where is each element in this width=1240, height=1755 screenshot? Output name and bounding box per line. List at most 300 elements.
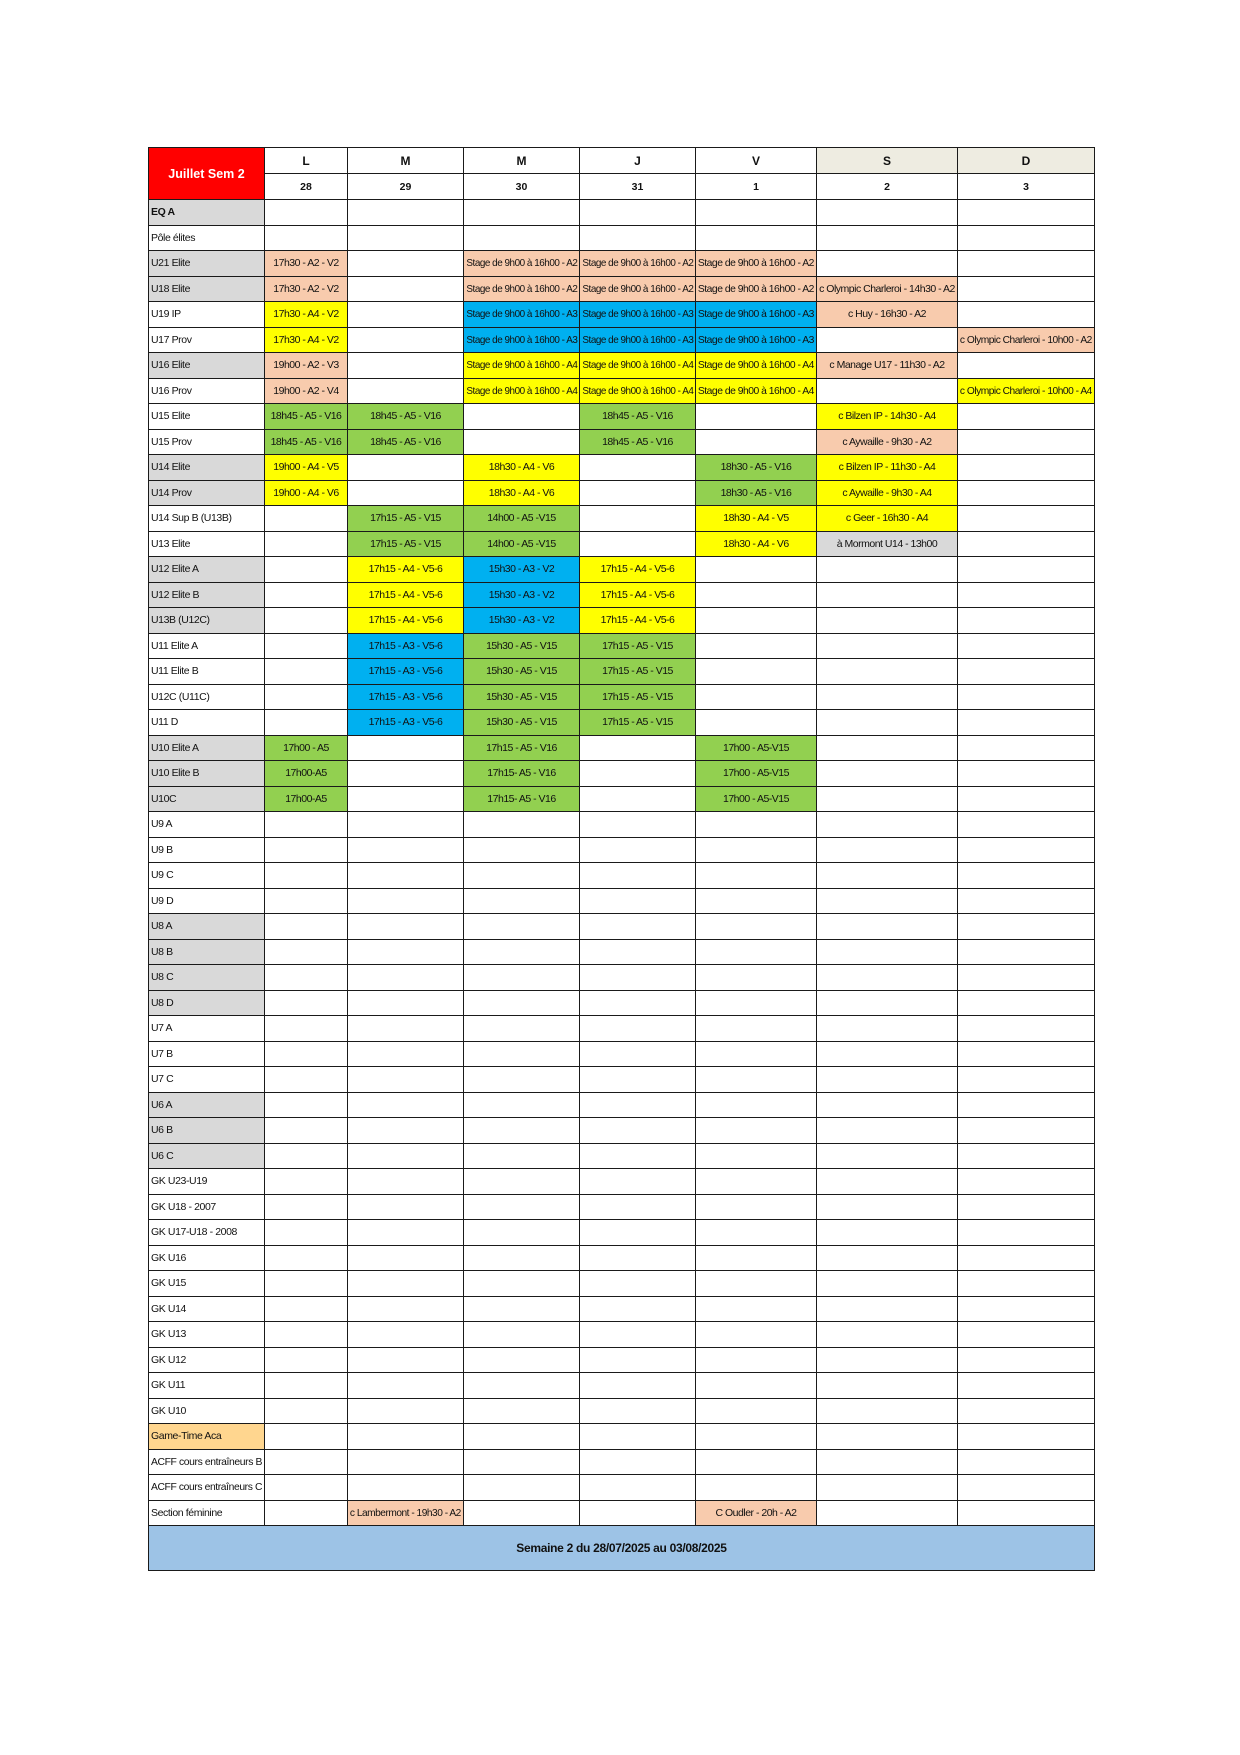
empty-cell [580, 506, 696, 532]
empty-cell [580, 1143, 696, 1169]
empty-cell [580, 1194, 696, 1220]
session-cell: 15h30 - A3 - V2 [464, 608, 580, 634]
table-row [149, 965, 1095, 991]
session-cell: 17h15 - A4 - V5-6 [348, 557, 464, 583]
empty-cell [265, 1067, 348, 1093]
empty-cell [580, 1500, 696, 1526]
team-label: GK U10 [149, 1398, 265, 1424]
team-label: U15 Prov [149, 429, 265, 455]
team-label: Pôle élites [149, 225, 265, 251]
empty-cell [265, 888, 348, 914]
empty-cell [958, 939, 1095, 965]
session-cell: 19h00 - A4 - V6 [265, 480, 348, 506]
table-row [149, 939, 1095, 965]
session-cell: Stage de 9h00 à 16h00 - A4 [696, 353, 817, 379]
empty-cell [464, 1322, 580, 1348]
team-label: U14 Elite [149, 455, 265, 481]
empty-cell [348, 251, 464, 277]
empty-cell [348, 735, 464, 761]
session-cell: Stage de 9h00 à 16h00 - A3 [580, 327, 696, 353]
session-cell: Stage de 9h00 à 16h00 - A3 [696, 302, 817, 328]
team-label: U6 C [149, 1143, 265, 1169]
empty-cell [265, 1220, 348, 1246]
team-label: GK U16 [149, 1245, 265, 1271]
empty-cell [265, 1041, 348, 1067]
session-cell: Stage de 9h00 à 16h00 - A2 [580, 251, 696, 277]
session-cell: 19h00 - A2 - V3 [265, 353, 348, 379]
team-label: U12C (U11C) [149, 684, 265, 710]
team-label: U8 D [149, 990, 265, 1016]
empty-cell [696, 990, 817, 1016]
session-cell: 18h30 - A5 - V16 [696, 455, 817, 481]
empty-cell [817, 1067, 958, 1093]
empty-cell [580, 837, 696, 863]
session-cell: c Olympic Charleroi - 14h30 - A2 [817, 276, 958, 302]
session-cell: 17h15 - A5 - V16 [464, 735, 580, 761]
session-cell: 17h15 - A5 - V15 [580, 659, 696, 685]
team-label: U15 Elite [149, 404, 265, 430]
empty-cell [580, 812, 696, 838]
empty-cell [265, 863, 348, 889]
session-cell: 18h45 - A5 - V16 [580, 429, 696, 455]
empty-cell [817, 1143, 958, 1169]
empty-cell [958, 608, 1095, 634]
empty-cell [958, 1500, 1095, 1526]
team-label: U6 A [149, 1092, 265, 1118]
session-cell: Stage de 9h00 à 16h00 - A3 [464, 327, 580, 353]
session-cell: 19h00 - A2 - V4 [265, 378, 348, 404]
empty-cell [464, 225, 580, 251]
empty-cell [696, 965, 817, 991]
session-cell: 17h15- A5 - V16 [464, 761, 580, 787]
empty-cell [958, 1271, 1095, 1297]
empty-cell [348, 378, 464, 404]
team-label: U8 B [149, 939, 265, 965]
empty-cell [464, 1016, 580, 1042]
session-cell: c Manage U17 - 11h30 - A2 [817, 353, 958, 379]
table-row [149, 1016, 1095, 1042]
table-row [149, 761, 1095, 787]
empty-cell [348, 480, 464, 506]
empty-cell [817, 761, 958, 787]
empty-cell [958, 1016, 1095, 1042]
empty-cell [348, 1220, 464, 1246]
team-label: GK U23-U19 [149, 1169, 265, 1195]
table-row [149, 353, 1095, 379]
empty-cell [958, 1245, 1095, 1271]
empty-cell [580, 480, 696, 506]
empty-cell [817, 1041, 958, 1067]
empty-cell [464, 1194, 580, 1220]
empty-cell [348, 302, 464, 328]
empty-cell [348, 812, 464, 838]
empty-cell [265, 1373, 348, 1399]
session-cell: 15h30 - A5 - V15 [464, 633, 580, 659]
empty-cell [958, 1092, 1095, 1118]
empty-cell [265, 1169, 348, 1195]
session-cell: Stage de 9h00 à 16h00 - A4 [696, 378, 817, 404]
empty-cell [348, 1067, 464, 1093]
empty-cell [348, 1271, 464, 1297]
empty-cell [580, 531, 696, 557]
empty-cell [265, 608, 348, 634]
empty-cell [696, 582, 817, 608]
session-cell: c Huy - 16h30 - A2 [817, 302, 958, 328]
empty-cell [265, 1500, 348, 1526]
empty-cell [696, 225, 817, 251]
empty-cell [817, 684, 958, 710]
empty-cell [696, 1424, 817, 1450]
empty-cell [348, 1118, 464, 1144]
team-label: U19 IP [149, 302, 265, 328]
session-cell: 17h15 - A4 - V5-6 [580, 582, 696, 608]
empty-cell [265, 1092, 348, 1118]
empty-cell [580, 965, 696, 991]
session-cell: 15h30 - A5 - V15 [464, 684, 580, 710]
empty-cell [817, 633, 958, 659]
empty-cell [265, 914, 348, 940]
empty-cell [265, 1016, 348, 1042]
empty-cell [464, 1143, 580, 1169]
empty-cell [348, 1194, 464, 1220]
empty-cell [958, 353, 1095, 379]
team-label: GK U13 [149, 1322, 265, 1348]
session-cell: 17h15 - A4 - V5-6 [580, 557, 696, 583]
empty-cell [817, 1500, 958, 1526]
empty-cell [348, 1169, 464, 1195]
session-cell: Stage de 9h00 à 16h00 - A2 [696, 251, 817, 277]
empty-cell [464, 404, 580, 430]
empty-cell [464, 1271, 580, 1297]
table-row [149, 608, 1095, 634]
session-cell: c Bilzen IP - 14h30 - A4 [817, 404, 958, 430]
table-row [149, 251, 1095, 277]
session-cell: 17h30 - A4 - V2 [265, 302, 348, 328]
empty-cell [580, 1424, 696, 1450]
empty-cell [817, 965, 958, 991]
table-row [149, 557, 1095, 583]
empty-cell [348, 939, 464, 965]
empty-cell [817, 1245, 958, 1271]
empty-cell [348, 837, 464, 863]
session-cell: 17h30 - A4 - V2 [265, 327, 348, 353]
empty-cell [958, 1041, 1095, 1067]
empty-cell [464, 1092, 580, 1118]
session-cell: 17h15 - A3 - V5-6 [348, 684, 464, 710]
empty-cell [958, 990, 1095, 1016]
session-cell: 15h30 - A3 - V2 [464, 557, 580, 583]
team-label: U17 Prov [149, 327, 265, 353]
empty-cell [696, 684, 817, 710]
empty-cell [696, 659, 817, 685]
empty-cell [464, 1220, 580, 1246]
empty-cell [580, 914, 696, 940]
empty-cell [958, 888, 1095, 914]
empty-cell [696, 710, 817, 736]
team-label: U16 Prov [149, 378, 265, 404]
empty-cell [817, 812, 958, 838]
table-row [149, 327, 1095, 353]
session-cell: 18h30 - A4 - V6 [464, 455, 580, 481]
schedule-table [148, 147, 1095, 1571]
table-row [149, 812, 1095, 838]
empty-cell [348, 1373, 464, 1399]
empty-cell [958, 659, 1095, 685]
day-date: 3 [958, 174, 1095, 200]
empty-cell [464, 812, 580, 838]
team-label: U7 B [149, 1041, 265, 1067]
session-cell: 17h15- A5 - V16 [464, 786, 580, 812]
table-row [149, 684, 1095, 710]
session-cell: 17h30 - A2 - V2 [265, 251, 348, 277]
team-label: U11 Elite B [149, 659, 265, 685]
empty-cell [580, 1398, 696, 1424]
session-cell: 18h30 - A5 - V16 [696, 480, 817, 506]
empty-cell [817, 914, 958, 940]
day-letter: M [348, 148, 464, 174]
empty-cell [265, 225, 348, 251]
session-cell: 17h15 - A5 - V15 [580, 684, 696, 710]
empty-cell [817, 1118, 958, 1144]
empty-cell [464, 914, 580, 940]
session-cell: 14h00 - A5 -V15 [464, 531, 580, 557]
empty-cell [265, 582, 348, 608]
team-label: ACFF cours entraîneurs B [149, 1449, 265, 1475]
empty-cell [817, 1475, 958, 1501]
empty-cell [464, 1373, 580, 1399]
empty-cell [348, 1398, 464, 1424]
table-row [149, 1347, 1095, 1373]
session-cell: c Bilzen IP - 11h30 - A4 [817, 455, 958, 481]
team-label: U6 B [149, 1118, 265, 1144]
session-cell: Stage de 9h00 à 16h00 - A2 [464, 251, 580, 277]
schedule-body [149, 200, 1095, 1526]
empty-cell [464, 1041, 580, 1067]
empty-cell [958, 582, 1095, 608]
empty-cell [958, 761, 1095, 787]
table-row [149, 1092, 1095, 1118]
team-label: U14 Prov [149, 480, 265, 506]
table-row [149, 455, 1095, 481]
table-row [149, 1194, 1095, 1220]
empty-cell [464, 990, 580, 1016]
session-cell: 17h15 - A4 - V5-6 [348, 582, 464, 608]
empty-cell [464, 1067, 580, 1093]
empty-cell [817, 863, 958, 889]
empty-cell [464, 1449, 580, 1475]
session-cell: 17h30 - A2 - V2 [265, 276, 348, 302]
empty-cell [817, 1424, 958, 1450]
empty-cell [464, 429, 580, 455]
empty-cell [580, 1067, 696, 1093]
empty-cell [348, 965, 464, 991]
session-cell: 17h15 - A5 - V15 [348, 506, 464, 532]
empty-cell [348, 1322, 464, 1348]
table-row [149, 1271, 1095, 1297]
team-label: U8 A [149, 914, 265, 940]
empty-cell [464, 1500, 580, 1526]
empty-cell [817, 200, 958, 226]
table-row [149, 1245, 1095, 1271]
table-row [149, 710, 1095, 736]
team-label: U18 Elite [149, 276, 265, 302]
session-cell: 18h45 - A5 - V16 [348, 429, 464, 455]
empty-cell [696, 429, 817, 455]
empty-cell [817, 1373, 958, 1399]
table-row [149, 863, 1095, 889]
empty-cell [958, 633, 1095, 659]
empty-cell [817, 1220, 958, 1246]
empty-cell [696, 1449, 817, 1475]
day-date: 29 [348, 174, 464, 200]
session-cell: c Geer - 16h30 - A4 [817, 506, 958, 532]
session-cell: 15h30 - A3 - V2 [464, 582, 580, 608]
header-row-days [149, 148, 1095, 174]
table-row [149, 659, 1095, 685]
day-date: 2 [817, 174, 958, 200]
empty-cell [265, 1245, 348, 1271]
empty-cell [265, 1194, 348, 1220]
empty-cell [958, 1067, 1095, 1093]
empty-cell [464, 1118, 580, 1144]
table-row [149, 837, 1095, 863]
day-date: 30 [464, 174, 580, 200]
empty-cell [958, 786, 1095, 812]
empty-cell [265, 1347, 348, 1373]
empty-cell [464, 888, 580, 914]
empty-cell [817, 1271, 958, 1297]
empty-cell [348, 863, 464, 889]
empty-cell [958, 965, 1095, 991]
team-label: U21 Elite [149, 251, 265, 277]
session-cell: 17h15 - A3 - V5-6 [348, 710, 464, 736]
empty-cell [265, 1118, 348, 1144]
empty-cell [464, 1245, 580, 1271]
empty-cell [265, 506, 348, 532]
session-cell: Stage de 9h00 à 16h00 - A4 [464, 353, 580, 379]
empty-cell [464, 1398, 580, 1424]
empty-cell [817, 251, 958, 277]
empty-cell [265, 531, 348, 557]
team-label: U12 Elite A [149, 557, 265, 583]
empty-cell [958, 1296, 1095, 1322]
empty-cell [265, 990, 348, 1016]
empty-cell [958, 531, 1095, 557]
session-cell: 17h15 - A5 - V15 [580, 710, 696, 736]
empty-cell [580, 1041, 696, 1067]
table-row [149, 1041, 1095, 1067]
empty-cell [348, 888, 464, 914]
footer-row [149, 1526, 1095, 1571]
empty-cell [958, 1424, 1095, 1450]
empty-cell [696, 1041, 817, 1067]
empty-cell [696, 1016, 817, 1042]
empty-cell [348, 761, 464, 787]
session-cell: Stage de 9h00 à 16h00 - A3 [464, 302, 580, 328]
team-label: GK U17-U18 - 2008 [149, 1220, 265, 1246]
empty-cell [958, 1347, 1095, 1373]
session-cell: Stage de 9h00 à 16h00 - A2 [464, 276, 580, 302]
table-row [149, 1169, 1095, 1195]
empty-cell [580, 939, 696, 965]
empty-cell [958, 684, 1095, 710]
table-row [149, 276, 1095, 302]
empty-cell [817, 1016, 958, 1042]
session-cell: c Aywaille - 9h30 - A2 [817, 429, 958, 455]
team-label: ACFF cours entraîneurs C [149, 1475, 265, 1501]
empty-cell [817, 557, 958, 583]
day-date: 28 [265, 174, 348, 200]
empty-cell [958, 735, 1095, 761]
table-row [149, 1424, 1095, 1450]
empty-cell [580, 200, 696, 226]
empty-cell [580, 1118, 696, 1144]
table-row [149, 1067, 1095, 1093]
empty-cell [348, 1092, 464, 1118]
empty-cell [696, 1398, 817, 1424]
empty-cell [958, 914, 1095, 940]
team-label: GK U11 [149, 1373, 265, 1399]
session-cell: c Olympic Charleroi - 10h00 - A2 [958, 327, 1095, 353]
empty-cell [696, 1118, 817, 1144]
empty-cell [817, 1194, 958, 1220]
empty-cell [958, 812, 1095, 838]
empty-cell [696, 837, 817, 863]
session-cell: 15h30 - A5 - V15 [464, 710, 580, 736]
empty-cell [817, 1398, 958, 1424]
empty-cell [265, 684, 348, 710]
session-cell: Stage de 9h00 à 16h00 - A4 [464, 378, 580, 404]
empty-cell [580, 786, 696, 812]
empty-cell [696, 812, 817, 838]
empty-cell [265, 200, 348, 226]
empty-cell [580, 1475, 696, 1501]
empty-cell [348, 1016, 464, 1042]
empty-cell [958, 302, 1095, 328]
empty-cell [958, 1373, 1095, 1399]
day-date: 31 [580, 174, 696, 200]
table-row [149, 1220, 1095, 1246]
team-label: U14 Sup B (U13B) [149, 506, 265, 532]
empty-cell [817, 735, 958, 761]
empty-cell [958, 276, 1095, 302]
table-row [149, 506, 1095, 532]
empty-cell [348, 1245, 464, 1271]
session-cell: 17h15 - A4 - V5-6 [348, 608, 464, 634]
empty-cell [265, 557, 348, 583]
table-row [149, 888, 1095, 914]
day-letter: L [265, 148, 348, 174]
empty-cell [464, 1169, 580, 1195]
empty-cell [265, 1398, 348, 1424]
session-cell: 17h00-A5 [265, 786, 348, 812]
empty-cell [265, 1296, 348, 1322]
empty-cell [958, 429, 1095, 455]
session-cell: 15h30 - A5 - V15 [464, 659, 580, 685]
empty-cell [265, 837, 348, 863]
empty-cell [696, 914, 817, 940]
empty-cell [580, 1016, 696, 1042]
empty-cell [696, 1194, 817, 1220]
empty-cell [817, 888, 958, 914]
empty-cell [696, 1347, 817, 1373]
table-row [149, 1322, 1095, 1348]
empty-cell [958, 455, 1095, 481]
empty-cell [348, 1296, 464, 1322]
empty-cell [580, 1220, 696, 1246]
empty-cell [958, 251, 1095, 277]
empty-cell [817, 786, 958, 812]
